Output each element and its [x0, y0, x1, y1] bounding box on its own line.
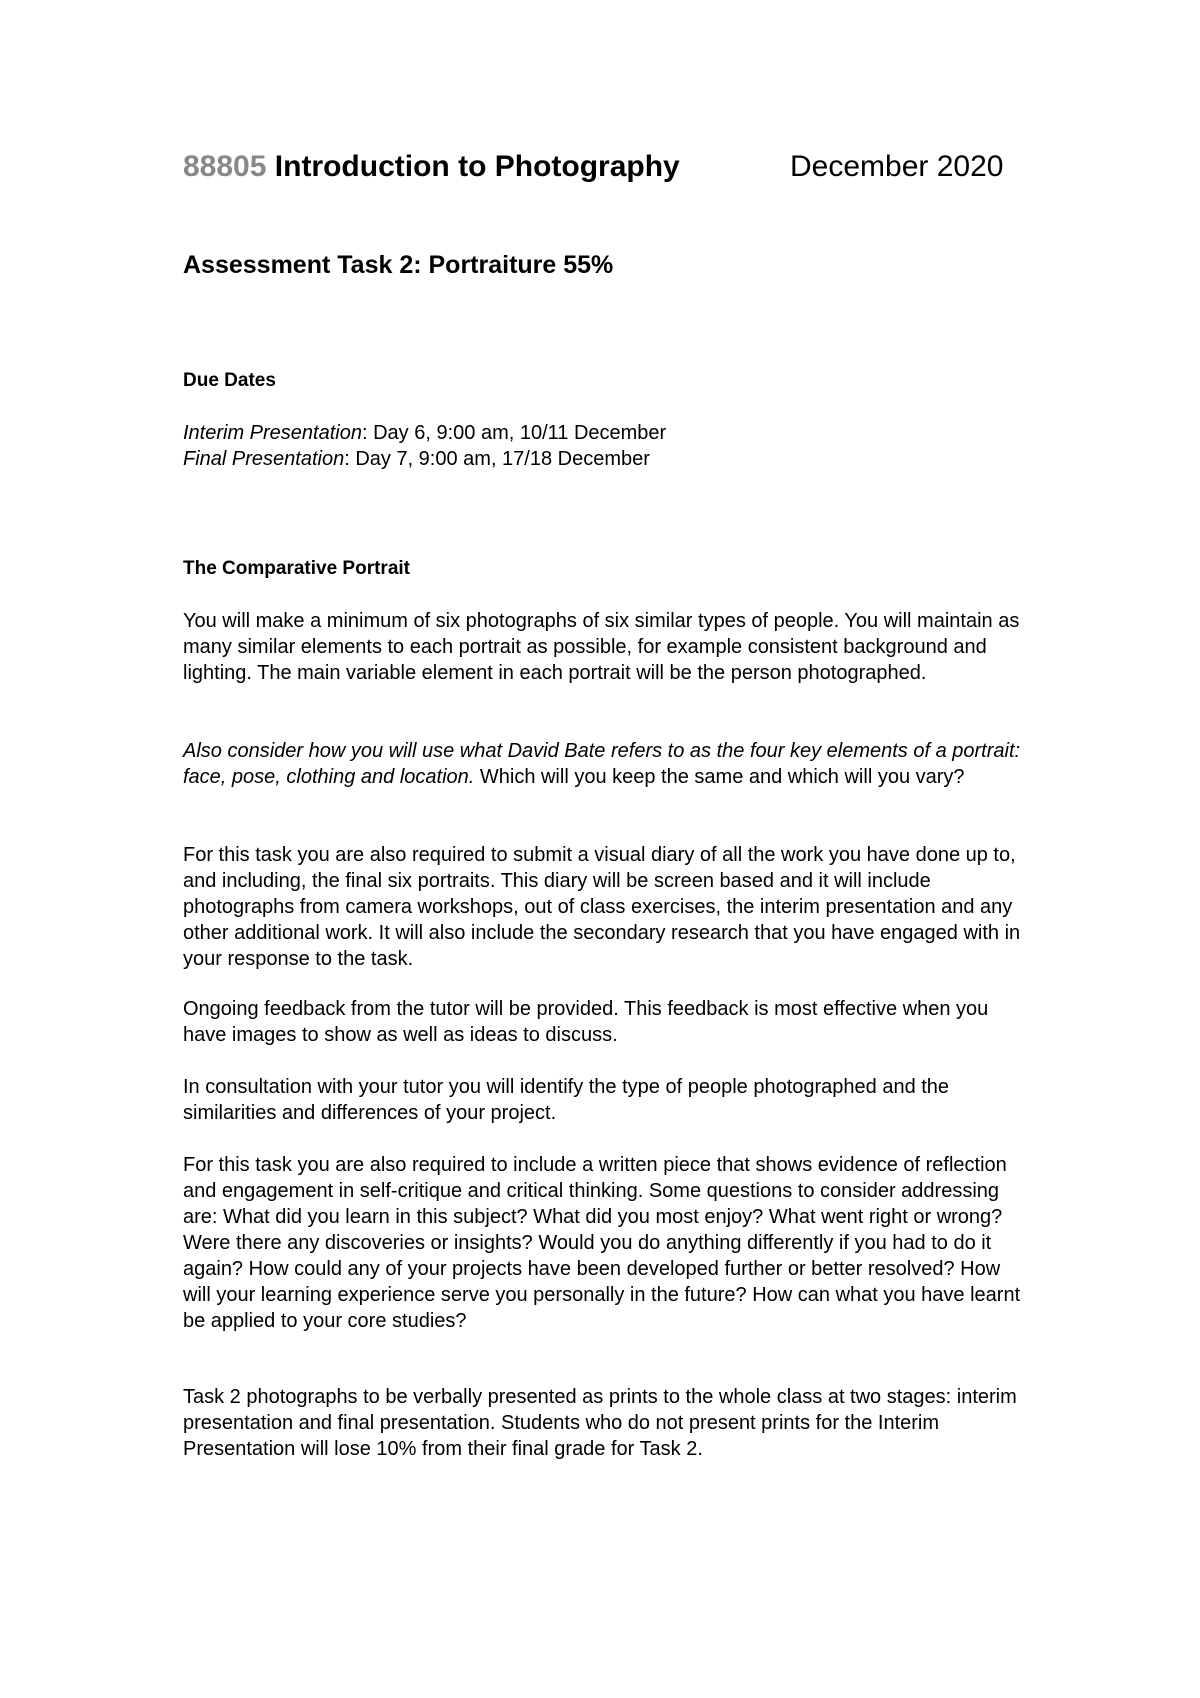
comparative-portrait-heading: The Comparative Portrait [183, 558, 410, 579]
paragraph-3 [183, 842, 1033, 972]
paragraph-2-italic: Also consider how you will use what David Bate refers to as the four key elements of a portrait: face, pose, clothing and location. [183, 740, 1021, 788]
course-code: 88805 [183, 150, 267, 183]
final-presentation-line [183, 446, 1033, 472]
final-presentation-label: Final Presentation [183, 448, 345, 470]
paragraph-4 [183, 996, 1033, 1048]
paragraph-3-text: For this task you are also required to submit a visual diary of all the work you have done up to, and including, the final six portraits. This diary will be screen based and it will include photographs from camera workshops, out of class exercises, the interim presentation and any other additional work. It will also include the secondary research that you have engaged with in your response to the task. [183, 844, 1021, 970]
interim-presentation-label: Interim Presentation [183, 422, 362, 444]
due-dates-heading: Due Dates [183, 370, 276, 391]
paragraph-6 [183, 1152, 1033, 1334]
document-date: December 2020 [790, 150, 1004, 183]
paragraph-5-text: In consultation with your tutor you will identify the type of people photographed and the similarities and differences of your project. [183, 1076, 950, 1124]
paragraph-2 [183, 738, 1033, 790]
interim-presentation-line [183, 420, 1033, 446]
interim-presentation-value: : Day 6, 9:00 am, 10/11 December [361, 422, 667, 444]
paragraph-5 [183, 1074, 1033, 1126]
paragraph-1-text: You will make a minimum of six photographs of six similar types of people. You will maintain as many similar elements to each portrait as possible, for example consistent background and lighting. The main variable element in each portrait will be the person photographed. [183, 610, 1020, 684]
task-title: Assessment Task 2: Portraiture 55% [183, 251, 614, 279]
course-name: Introduction to Photography [274, 150, 680, 183]
due-dates-list [183, 420, 1033, 472]
paragraph-7-text: Task 2 photographs to be verbally presented as prints to the whole class at two stages: interim presentation and final presentation. Students who do not present prints for the Interim Presentation will lose 10% from their final grade for Task 2. [183, 1386, 1017, 1460]
paragraph-4-text: Ongoing feedback from the tutor will be provided. This feedback is most effective when you have images to show as well as ideas to discuss. [183, 998, 989, 1046]
paragraph-1 [183, 608, 1033, 686]
paragraph-2-text [183, 738, 1033, 790]
paragraph-7 [183, 1384, 1033, 1462]
paragraph-6-text: For this task you are also required to include a written piece that shows evidence of reflection and engagement in self-critique and critical thinking. Some questions to consider addressing are: What did you learn in this subject? What did you most enjoy? What went right or wrong? Were there any discoveries or insights? Would you do anything differently if you had to do it again? How could any of your projects have been developed further or better resolved? How will your learning experience serve you personally in the future? How can what you have learnt be applied to your core studies? [183, 1154, 1021, 1332]
final-presentation-value: : Day 7, 9:00 am, 17/18 December [344, 448, 650, 470]
paragraph-2-rest: Which will you keep the same and which will you vary? [474, 766, 965, 788]
